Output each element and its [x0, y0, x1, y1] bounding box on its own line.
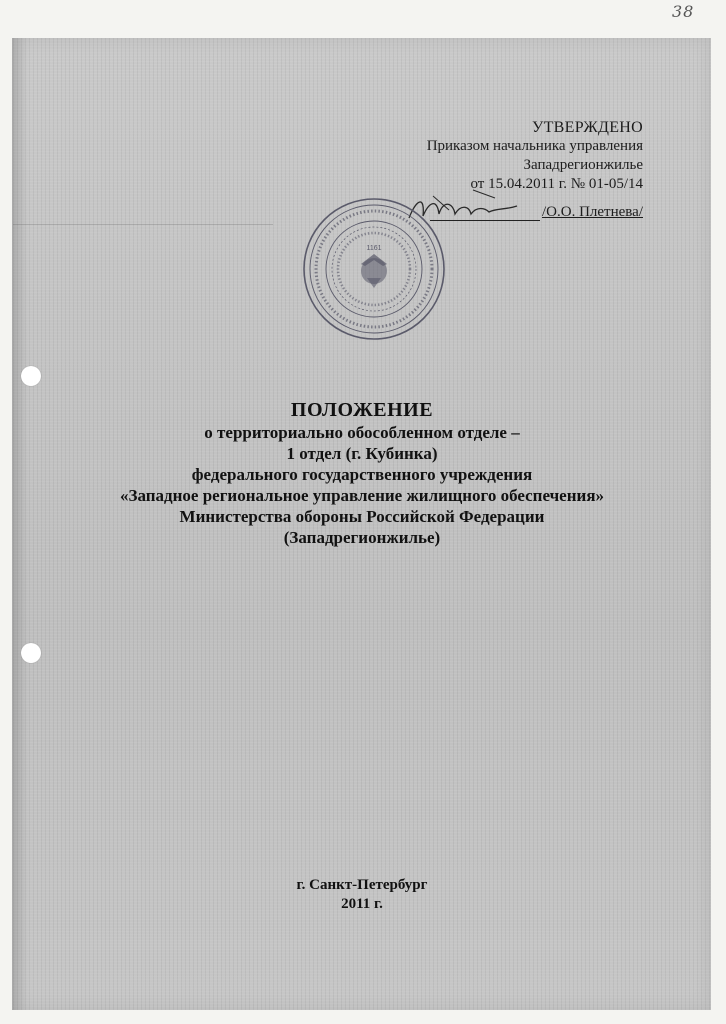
place-date-block	[13, 876, 711, 914]
approval-block	[427, 118, 643, 194]
approval-date-number: от 15.04.2011 г. № 01-05/14	[470, 176, 643, 192]
punch-hole-top	[21, 366, 41, 386]
subtitle-line-6: (Западрегионжилье)	[283, 528, 441, 547]
punch-hole-bottom	[21, 643, 41, 663]
subtitle-line-5: Министерства обороны Российской Федерации	[179, 507, 545, 526]
document-title: ПОЛОЖЕНИЕ	[290, 399, 434, 421]
subtitle-line-2: 1 отдел (г. Кубинка)	[286, 444, 438, 463]
approval-organization: Западрегионжилье	[523, 157, 643, 173]
page-number-mark: 38	[672, 2, 695, 21]
year-line: 2011 г.	[341, 896, 383, 912]
subtitle-line-1: о территориально обособленном отделе –	[204, 423, 520, 442]
document-sheet	[12, 38, 711, 1010]
document-title-block	[13, 398, 711, 548]
approval-heading: УТВЕРЖДЕНО	[531, 119, 643, 136]
seal-number: 1161	[366, 245, 382, 252]
city-line: г. Санкт-Петербург	[296, 877, 428, 893]
signer-name: /О.О. Плетнева/	[541, 204, 643, 220]
fold-line	[13, 224, 273, 225]
subtitle-line-4: «Западное региональное управление жилищного обеспечения»	[119, 486, 605, 505]
subtitle-line-3: федерального государственного учреждения	[191, 465, 533, 484]
emblem-icon	[361, 254, 387, 288]
official-seal	[299, 194, 449, 344]
approval-order-line: Приказом начальника управления	[426, 138, 643, 154]
